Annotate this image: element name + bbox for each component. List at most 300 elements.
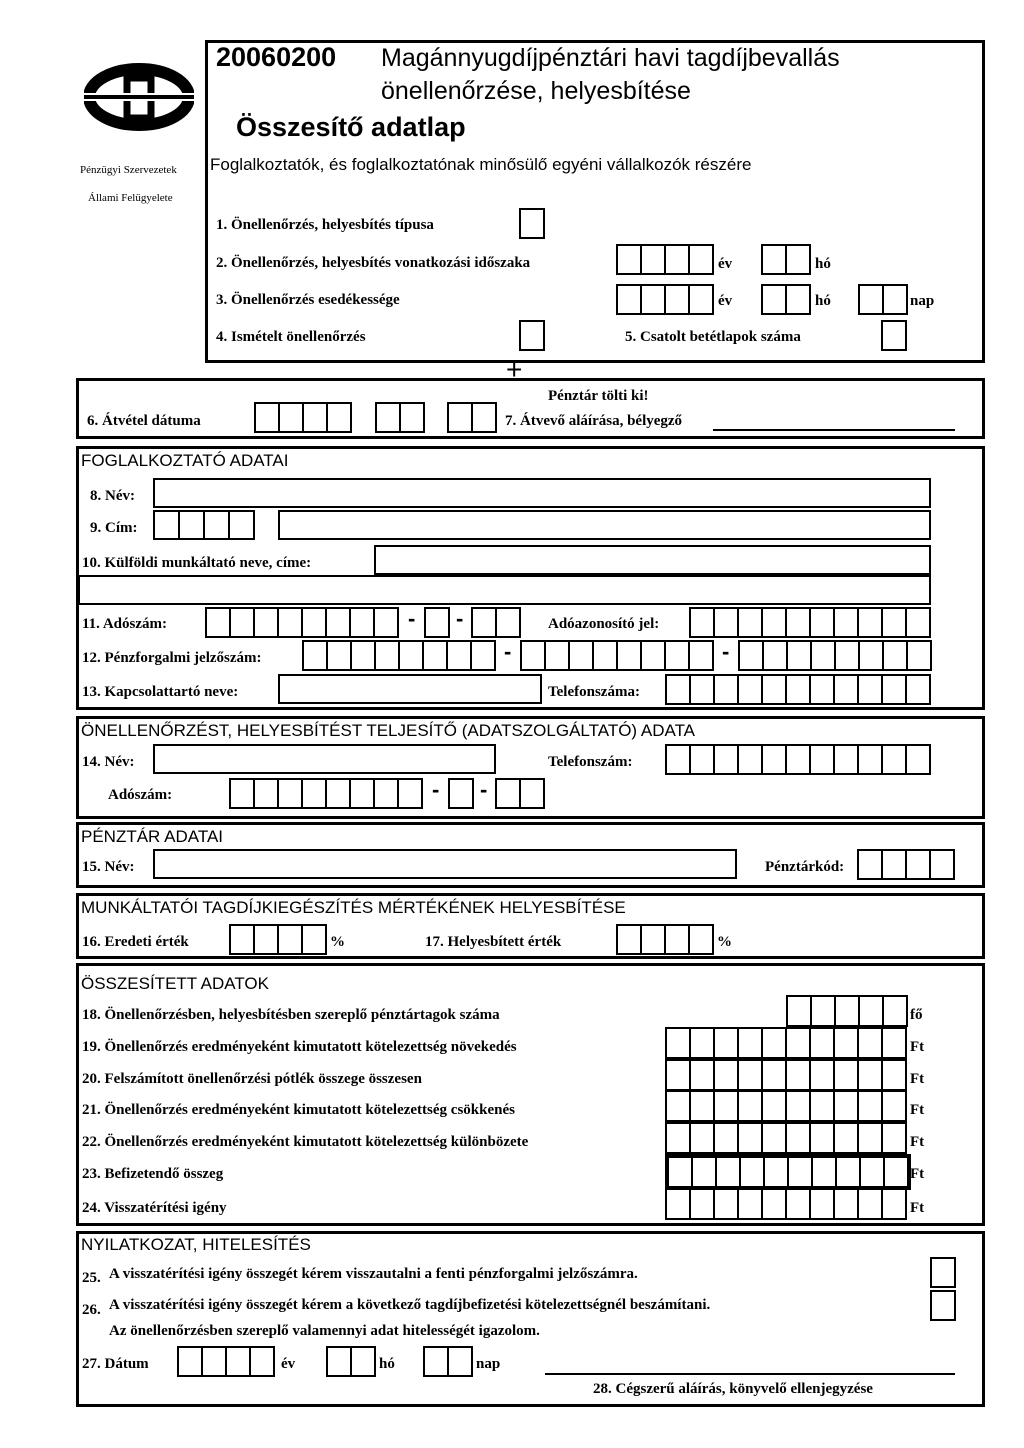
field-1-box[interactable] (519, 208, 545, 239)
input-cell[interactable] (350, 640, 376, 671)
input-cell[interactable] (277, 778, 303, 809)
input-cell[interactable] (616, 244, 642, 275)
field-3-ev: év (718, 293, 733, 309)
input-cell[interactable] (446, 640, 472, 671)
input-cell[interactable] (881, 674, 907, 705)
field-16-label: 16. Eredeti érték (82, 934, 189, 950)
field-27-day[interactable] (423, 1346, 473, 1377)
rate-heading: MUNKÁLTATÓI TAGDÍJKIEGÉSZÍTÉS MÉRTÉKÉNEK HELYESBÍTÉSE (81, 898, 626, 917)
input-cell[interactable] (761, 1027, 787, 1059)
input-cell[interactable] (664, 284, 690, 315)
input-cell[interactable] (616, 284, 642, 315)
field-11-tax-main[interactable] (205, 607, 399, 638)
input-cell[interactable] (229, 778, 255, 809)
input-cell[interactable] (833, 607, 859, 638)
provider-tax-vat[interactable] (448, 778, 474, 809)
field-12-part2[interactable] (520, 640, 714, 671)
input-cell[interactable] (616, 640, 642, 671)
input-cell[interactable] (785, 1090, 811, 1122)
input-cell[interactable] (761, 607, 787, 638)
input-cell[interactable] (422, 640, 448, 671)
input-cell[interactable] (495, 607, 521, 638)
item-25-checkbox[interactable] (930, 1257, 956, 1288)
input-cell[interactable] (689, 1027, 715, 1059)
field-5-label: 5. Csatolt betétlapok száma (625, 329, 801, 345)
field-28-label: 28. Cégszerű aláírás, könyvelő ellenjegyzése (593, 1381, 873, 1397)
input-cell[interactable] (761, 744, 787, 775)
input-cell[interactable] (448, 778, 474, 809)
field-10-label: 10. Külföldi munkáltató neve, címe: (82, 555, 312, 571)
input-cell[interactable] (201, 1346, 227, 1377)
input-cell[interactable] (833, 1059, 859, 1091)
declaration-heading: NYILATKOZAT, HITELESÍTÉS (81, 1235, 311, 1254)
input-cell[interactable] (665, 674, 691, 705)
field-13-contact[interactable] (278, 674, 542, 704)
input-cell[interactable] (447, 402, 473, 433)
input-cell[interactable] (761, 1188, 787, 1220)
input-cell[interactable] (688, 284, 714, 315)
org-name-line2: Állami Felügyelete (88, 192, 173, 204)
input-cell[interactable] (713, 1027, 739, 1059)
field-2-label: 2. Önellenőrzés, helyesbítés vonatkozási időszaka (216, 255, 531, 271)
item-25-number: 25. (82, 1270, 101, 1286)
input-cell[interactable] (737, 1027, 763, 1059)
input-cell[interactable] (857, 1027, 883, 1059)
field-2-month[interactable] (761, 244, 811, 275)
field-2-ho: hó (815, 256, 831, 272)
input-cell[interactable] (301, 607, 327, 638)
field-12-part1[interactable] (302, 640, 496, 671)
input-cell[interactable] (253, 924, 279, 955)
input-cell[interactable] (859, 1156, 885, 1188)
input-cell[interactable] (254, 402, 280, 433)
input-cell[interactable] (665, 1122, 691, 1154)
certification-text: Az önellenőrzésben szereplő valamennyi adat hitelességét igazolom. (109, 1323, 540, 1339)
input-cell[interactable] (715, 1156, 741, 1188)
input-cell[interactable] (689, 674, 715, 705)
input-cell[interactable] (277, 924, 303, 955)
field-17-cells[interactable] (616, 924, 714, 955)
row-19-unit: Ft (910, 1039, 925, 1055)
input-cell[interactable] (809, 1122, 835, 1154)
field-15-name[interactable] (153, 849, 737, 879)
input-cell[interactable] (520, 640, 546, 671)
employer-phone-cells[interactable] (665, 674, 931, 705)
row-22-label: 22. Önellenőrzés eredményeként kimutatott kötelezettség különbözete (82, 1134, 529, 1150)
input-cell[interactable] (325, 778, 351, 809)
input-cell[interactable] (397, 778, 423, 809)
input-cell[interactable] (664, 244, 690, 275)
input-cell[interactable] (278, 402, 304, 433)
input-cell[interactable] (833, 1122, 859, 1154)
input-cell[interactable] (881, 1090, 907, 1122)
input-cell[interactable] (153, 510, 180, 540)
input-cell[interactable] (664, 924, 690, 955)
input-cell[interactable] (689, 1090, 715, 1122)
field-6-month[interactable] (375, 402, 425, 433)
input-cell[interactable] (689, 1122, 715, 1154)
row-19-cells[interactable] (665, 1027, 907, 1059)
input-cell[interactable] (761, 674, 787, 705)
input-cell[interactable] (249, 1346, 275, 1377)
field-6-year[interactable] (254, 402, 352, 433)
fund-code-label: Pénztárkód: (765, 859, 845, 875)
field-8-name[interactable] (153, 478, 931, 508)
input-cell[interactable] (881, 849, 907, 880)
input-cell[interactable] (785, 1122, 811, 1154)
input-cell[interactable] (178, 510, 205, 540)
input-cell[interactable] (930, 1257, 956, 1288)
input-cell[interactable] (689, 744, 715, 775)
input-cell[interactable] (325, 607, 351, 638)
row-23-cells[interactable] (665, 1154, 911, 1190)
field-7-signature-line[interactable] (713, 429, 955, 431)
receipt-note: Pénztár tölti ki! (548, 388, 649, 404)
input-cell[interactable] (833, 1188, 859, 1220)
input-cell[interactable] (833, 1027, 859, 1059)
input-cell[interactable] (229, 924, 255, 955)
input-cell[interactable] (833, 1090, 859, 1122)
input-cell[interactable] (713, 1059, 739, 1091)
form-title-line1: Magánnyugdíjpénztári havi tagdíjbevallás (381, 44, 840, 72)
input-cell[interactable] (640, 284, 666, 315)
input-cell[interactable] (881, 744, 907, 775)
provider-heading: ÖNELLENŐRZÉST, HELYESBÍTÉST TELJESÍTŐ (ADATSZOLGÁLTATÓ) ADATA (81, 721, 696, 740)
input-cell[interactable] (519, 778, 545, 809)
field-16-pct: % (330, 934, 345, 950)
input-cell[interactable] (785, 1188, 811, 1220)
input-cell[interactable] (375, 402, 401, 433)
summary-heading: ÖSSZESÍTETT ADATOK (81, 974, 269, 993)
row-21-cells[interactable] (665, 1090, 907, 1122)
field-27-nap: nap (476, 1356, 501, 1372)
row-22-unit: Ft (910, 1134, 925, 1150)
input-cell[interactable] (640, 924, 666, 955)
input-cell[interactable] (811, 1156, 837, 1188)
dash: - (432, 777, 440, 802)
input-cell[interactable] (253, 607, 279, 638)
input-cell[interactable] (809, 1188, 835, 1220)
input-cell[interactable] (786, 995, 812, 1027)
input-cell[interactable] (881, 320, 907, 351)
field-3-year[interactable] (616, 284, 714, 315)
input-cell[interactable] (929, 849, 955, 880)
field-2-year[interactable] (616, 244, 714, 275)
form-subtitle: Összesítő adatlap (236, 112, 466, 142)
input-cell[interactable] (737, 1122, 763, 1154)
input-cell[interactable] (834, 640, 860, 671)
input-cell[interactable] (905, 849, 931, 880)
input-cell[interactable] (882, 284, 908, 315)
input-cell[interactable] (739, 1156, 765, 1188)
input-cell[interactable] (713, 744, 739, 775)
input-cell[interactable] (713, 1188, 739, 1220)
input-cell[interactable] (857, 849, 883, 880)
input-cell[interactable] (857, 607, 883, 638)
input-cell[interactable] (881, 607, 907, 638)
input-cell[interactable] (835, 1156, 861, 1188)
input-cell[interactable] (882, 640, 908, 671)
field-9-address[interactable] (278, 510, 931, 540)
input-cell[interactable] (691, 1156, 717, 1188)
input-cell[interactable] (882, 995, 908, 1027)
input-cell[interactable] (349, 607, 375, 638)
input-cell[interactable] (857, 1059, 883, 1091)
cross-mark: + (506, 354, 523, 385)
row-23-label: 23. Befizetendő összeg (82, 1166, 224, 1182)
field-27-month[interactable] (326, 1346, 376, 1377)
tax-id-cells[interactable] (689, 607, 931, 638)
field-11-tax-vat[interactable] (424, 607, 450, 638)
input-cell[interactable] (761, 1059, 787, 1091)
input-cell[interactable] (858, 995, 884, 1027)
dash: - (722, 639, 730, 664)
input-cell[interactable] (857, 1090, 883, 1122)
input-cell[interactable] (665, 1027, 691, 1059)
input-cell[interactable] (857, 744, 883, 775)
field-11-tax-county[interactable] (471, 607, 521, 638)
input-cell[interactable] (763, 1156, 789, 1188)
input-cell[interactable] (762, 640, 788, 671)
field-7-label: 7. Átvevő aláírása, bélyegző (505, 413, 683, 429)
input-cell[interactable] (471, 402, 497, 433)
input-cell[interactable] (689, 1188, 715, 1220)
field-27-ho: hó (379, 1356, 395, 1372)
field-6-day[interactable] (447, 402, 497, 433)
input-cell[interactable] (737, 607, 763, 638)
row-20-label: 20. Felszámított önellenőrzési pótlék összege összesen (82, 1071, 422, 1087)
input-cell[interactable] (424, 607, 450, 638)
input-cell[interactable] (810, 640, 836, 671)
input-cell[interactable] (761, 1090, 787, 1122)
input-cell[interactable] (640, 640, 666, 671)
field-3-ho: hó (815, 293, 831, 309)
field-12-part3[interactable] (738, 640, 932, 671)
input-cell[interactable] (858, 640, 884, 671)
input-cell[interactable] (177, 1346, 203, 1377)
input-cell[interactable] (399, 402, 425, 433)
input-cell[interactable] (229, 607, 255, 638)
field-14-name[interactable] (153, 744, 496, 774)
input-cell[interactable] (253, 778, 279, 809)
input-cell[interactable] (374, 640, 400, 671)
field-5-box[interactable] (881, 320, 907, 351)
input-cell[interactable] (881, 1027, 907, 1059)
field-3-label: 3. Önellenőrzés esedékessége (216, 292, 400, 308)
field-27-year[interactable] (177, 1346, 275, 1377)
input-cell[interactable] (616, 924, 642, 955)
fund-heading: PÉNZTÁR ADATAI (81, 827, 224, 846)
field-3-month[interactable] (761, 284, 811, 315)
input-cell[interactable] (713, 1090, 739, 1122)
provider-phone-label: Telefonszám: (548, 754, 633, 770)
row-24-cells[interactable] (665, 1188, 907, 1220)
input-cell[interactable] (302, 402, 328, 433)
input-cell[interactable] (737, 1090, 763, 1122)
employer-heading: FOGLALKOZTATÓ ADATAI (81, 451, 289, 470)
input-cell[interactable] (857, 1188, 883, 1220)
item-26-checkbox[interactable] (930, 1290, 956, 1321)
input-cell[interactable] (930, 1290, 956, 1321)
input-cell[interactable] (881, 1188, 907, 1220)
form-code: 20060200 (216, 42, 337, 72)
input-cell[interactable] (857, 1122, 883, 1154)
input-cell[interactable] (688, 924, 714, 955)
dash: - (408, 606, 416, 631)
input-cell[interactable] (787, 1156, 813, 1188)
field-11-label: 11. Adószám: (82, 616, 168, 632)
input-cell[interactable] (688, 244, 714, 275)
input-cell[interactable] (689, 1059, 715, 1091)
fund-code-cells[interactable] (857, 849, 955, 880)
field-1-label: 1. Önellenőrzés, helyesbítés típusa (216, 217, 434, 233)
field-9-zip[interactable] (153, 510, 255, 540)
input-cell[interactable] (761, 244, 787, 275)
input-cell[interactable] (906, 640, 932, 671)
input-cell[interactable] (349, 778, 375, 809)
input-cell[interactable] (225, 1346, 251, 1377)
input-cell[interactable] (833, 674, 859, 705)
input-cell[interactable] (423, 1346, 449, 1377)
field-27-ev: év (281, 1356, 296, 1372)
input-cell[interactable] (905, 744, 931, 775)
input-cell[interactable] (667, 1156, 693, 1188)
field-16-cells[interactable] (229, 924, 327, 955)
field-13-label: 13. Kapcsolattartó neve: (82, 684, 239, 700)
input-cell[interactable] (881, 1059, 907, 1091)
field-10-line1[interactable] (374, 545, 931, 575)
input-cell[interactable] (905, 674, 931, 705)
input-cell[interactable] (809, 674, 835, 705)
field-10-line2[interactable] (78, 575, 931, 605)
dash: - (456, 606, 464, 631)
psz-logo (84, 62, 194, 132)
input-cell[interactable] (785, 284, 811, 315)
input-cell[interactable] (809, 607, 835, 638)
input-cell[interactable] (205, 607, 231, 638)
row-18-cells[interactable] (786, 995, 908, 1027)
input-cell[interactable] (398, 640, 424, 671)
input-cell[interactable] (881, 1122, 907, 1154)
field-17-pct: % (717, 934, 732, 950)
input-cell[interactable] (592, 640, 618, 671)
input-cell[interactable] (713, 607, 739, 638)
input-cell[interactable] (665, 1188, 691, 1220)
input-cell[interactable] (883, 1156, 909, 1188)
input-cell[interactable] (688, 640, 714, 671)
input-cell[interactable] (519, 320, 545, 351)
input-cell[interactable] (373, 607, 399, 638)
input-cell[interactable] (713, 1122, 739, 1154)
input-cell[interactable] (228, 510, 255, 540)
field-27-label: 27. Dátum (82, 1356, 149, 1372)
input-cell[interactable] (665, 1059, 691, 1091)
input-cell[interactable] (810, 995, 836, 1027)
provider-phone-cells[interactable] (665, 744, 931, 775)
row-22-cells[interactable] (665, 1122, 907, 1154)
row-24-label: 24. Visszatérítési igény (82, 1200, 227, 1216)
input-cell[interactable] (568, 640, 594, 671)
input-cell[interactable] (640, 244, 666, 275)
input-cell[interactable] (858, 284, 884, 315)
field-3-day[interactable] (858, 284, 908, 315)
field-2-ev: év (718, 256, 733, 272)
input-cell[interactable] (809, 1090, 835, 1122)
input-cell[interactable] (277, 607, 303, 638)
input-cell[interactable] (738, 640, 764, 671)
field-14-label: 14. Név: (82, 754, 135, 770)
input-cell[interactable] (786, 640, 812, 671)
input-cell[interactable] (519, 208, 545, 239)
field-8-label: 8. Név: (90, 488, 135, 504)
provider-tax-county[interactable] (495, 778, 545, 809)
input-cell[interactable] (737, 1188, 763, 1220)
input-cell[interactable] (350, 1346, 376, 1377)
input-cell[interactable] (785, 674, 811, 705)
row-20-cells[interactable] (665, 1059, 907, 1091)
input-cell[interactable] (785, 744, 811, 775)
input-cell[interactable] (809, 744, 835, 775)
input-cell[interactable] (713, 674, 739, 705)
input-cell[interactable] (857, 674, 883, 705)
provider-tax-main[interactable] (229, 778, 423, 809)
input-cell[interactable] (326, 1346, 352, 1377)
tax-id-label: Adóazonosító jel: (548, 616, 660, 632)
input-cell[interactable] (665, 744, 691, 775)
input-cell[interactable] (761, 1122, 787, 1154)
input-cell[interactable] (785, 1059, 811, 1091)
input-cell[interactable] (301, 924, 327, 955)
employer-phone-label: Telefonszáma: (548, 684, 640, 700)
input-cell[interactable] (373, 778, 399, 809)
input-cell[interactable] (785, 607, 811, 638)
input-cell[interactable] (447, 1346, 473, 1377)
field-12-label: 12. Pénzforgalmi jelzőszám: (82, 650, 262, 666)
input-cell[interactable] (544, 640, 570, 671)
input-cell[interactable] (834, 995, 860, 1027)
input-cell[interactable] (785, 1027, 811, 1059)
row-24-unit: Ft (910, 1200, 925, 1216)
input-cell[interactable] (470, 640, 496, 671)
form-target: Foglalkoztatók, és foglalkoztatónak minősülő egyéni vállalkozók részére (210, 155, 752, 174)
input-cell[interactable] (326, 640, 352, 671)
input-cell[interactable] (301, 778, 327, 809)
input-cell[interactable] (203, 510, 230, 540)
input-cell[interactable] (495, 778, 521, 809)
input-cell[interactable] (664, 640, 690, 671)
input-cell[interactable] (326, 402, 352, 433)
field-28-signature-line[interactable] (545, 1373, 955, 1375)
input-cell[interactable] (905, 607, 931, 638)
input-cell[interactable] (302, 640, 328, 671)
field-15-label: 15. Név: (82, 859, 135, 875)
input-cell[interactable] (471, 607, 497, 638)
field-9-label: 9. Cím: (90, 520, 138, 536)
input-cell[interactable] (809, 1059, 835, 1091)
input-cell[interactable] (665, 1090, 691, 1122)
input-cell[interactable] (833, 744, 859, 775)
input-cell[interactable] (785, 244, 811, 275)
field-4-box[interactable] (519, 320, 545, 351)
input-cell[interactable] (809, 1027, 835, 1059)
field-4-label: 4. Ismételt önellenőrzés (216, 329, 366, 345)
input-cell[interactable] (737, 1059, 763, 1091)
input-cell[interactable] (737, 674, 763, 705)
input-cell[interactable] (737, 744, 763, 775)
input-cell[interactable] (689, 607, 715, 638)
provider-tax-label: Adószám: (108, 787, 173, 803)
input-cell[interactable] (761, 284, 787, 315)
